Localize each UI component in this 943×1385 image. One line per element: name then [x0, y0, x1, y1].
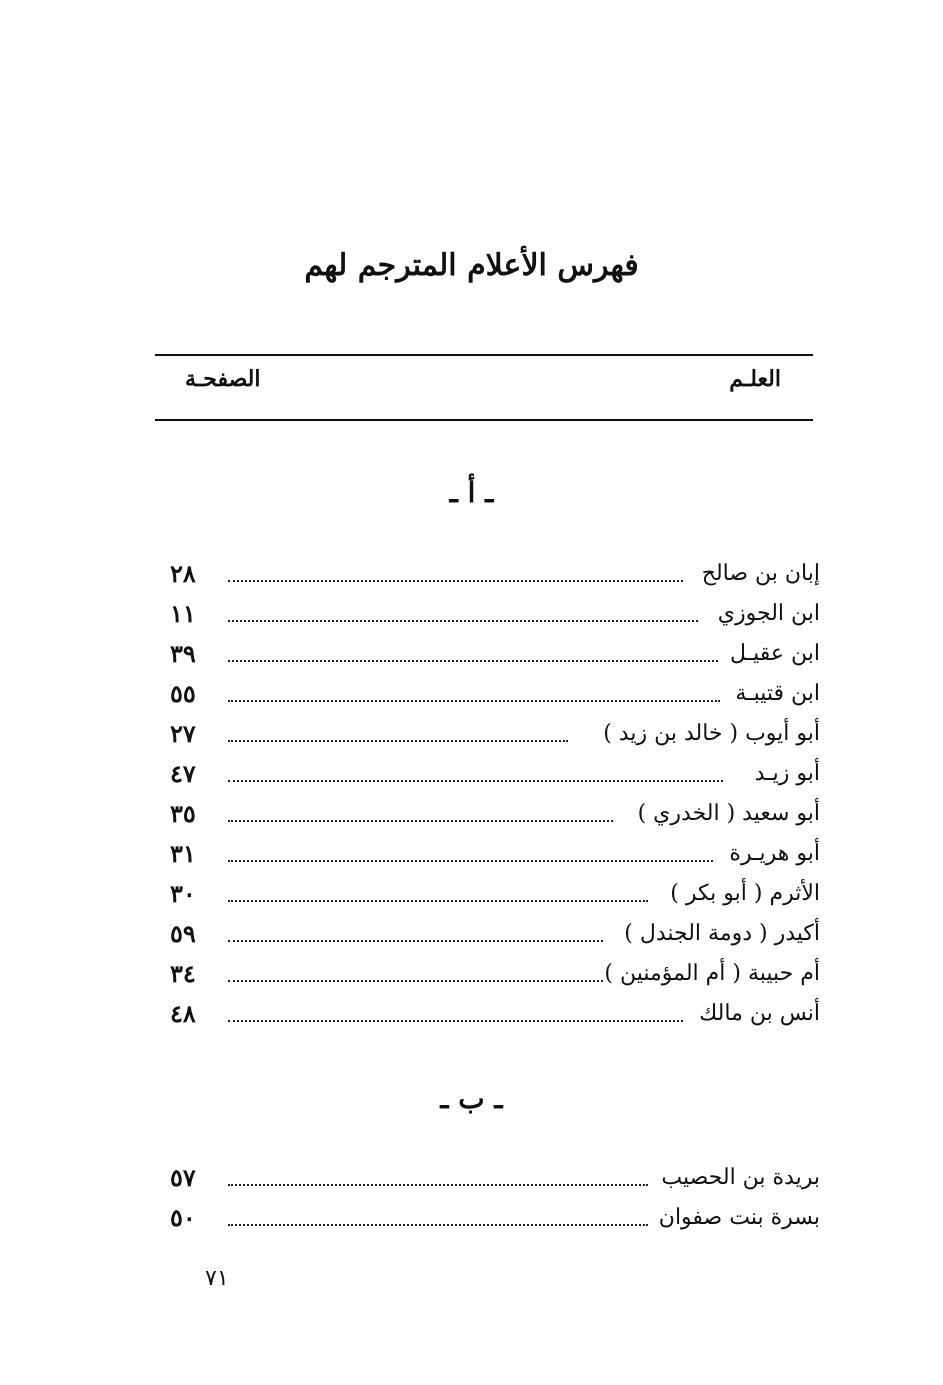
- page-title: فهرس الأعلام المترجم لهم: [304, 248, 639, 283]
- entry-page: ٤٨: [170, 999, 196, 1028]
- index-entry: [170, 996, 820, 1032]
- entry-name: الأثرم ( أبو بكر ): [670, 881, 820, 906]
- index-entry: [170, 556, 820, 592]
- index-entry: [170, 756, 820, 792]
- entry-page: ٣١: [170, 839, 196, 868]
- dot-leader: [228, 700, 720, 702]
- section-letter-alif: ـ أ ـ: [449, 476, 494, 509]
- entry-page: ٢٨: [170, 559, 196, 588]
- index-entry: [170, 1160, 820, 1196]
- dot-leader: [228, 1184, 648, 1186]
- entry-page: ٣٤: [170, 959, 196, 988]
- index-entry: [170, 716, 820, 752]
- entry-page: ٥٧: [170, 1163, 196, 1192]
- dot-leader: [228, 740, 568, 742]
- dot-leader: [228, 820, 613, 822]
- entry-name: أنس بن مالك: [699, 1001, 820, 1026]
- index-entry: [170, 636, 820, 672]
- entry-name: أبو هريـرة: [729, 841, 820, 866]
- index-entry: [170, 876, 820, 912]
- header-bottom-rule: [155, 419, 813, 421]
- entry-page: ٤٧: [170, 759, 196, 788]
- entry-name: أبو أيوب ( خالد بن زيد ): [603, 721, 820, 746]
- index-entry: [170, 596, 820, 632]
- entry-name: أبو سعيد ( الخدري ): [637, 801, 820, 826]
- entry-page: ٥٩: [170, 919, 196, 948]
- entry-page: ١١: [170, 599, 196, 628]
- header-page-label: الصفحـة: [185, 366, 261, 392]
- dot-leader: [228, 940, 603, 942]
- dot-leader: [228, 1224, 648, 1226]
- entry-name: ابن قتيبـة: [735, 681, 820, 706]
- index-entry: [170, 796, 820, 832]
- dot-leader: [228, 980, 603, 982]
- page-number: ٧١: [205, 1266, 229, 1291]
- dot-leader: [228, 860, 713, 862]
- header-name-label: العلـم: [729, 366, 781, 392]
- entry-page: ٢٧: [170, 719, 196, 748]
- index-entry: [170, 836, 820, 872]
- index-entry: [170, 1200, 820, 1236]
- entry-name: بسرة بنت صفوان: [658, 1205, 820, 1230]
- dot-leader: [228, 620, 698, 622]
- index-entry: [170, 956, 820, 992]
- index-entry: [170, 916, 820, 952]
- entry-name: ابن عقيـل: [730, 641, 820, 666]
- dot-leader: [228, 780, 723, 782]
- entry-name: أبو زيـد: [754, 761, 820, 786]
- index-entry: [170, 676, 820, 712]
- entry-page: ٥٥: [170, 679, 196, 708]
- entry-page: ٥٠: [170, 1203, 196, 1232]
- entry-page: ٣٩: [170, 639, 196, 668]
- entry-page: ٣٠: [170, 879, 196, 908]
- dot-leader: [228, 900, 648, 902]
- header-top-rule: [155, 354, 813, 356]
- entry-name: ابن الجوزي: [717, 601, 820, 626]
- section-letter-ba: ـ ب ـ: [440, 1082, 503, 1115]
- dot-leader: [228, 660, 718, 662]
- dot-leader: [228, 580, 683, 582]
- entry-name: إبان بن صالح: [701, 561, 820, 586]
- entry-page: ٣٥: [170, 799, 196, 828]
- entry-name: بريدة بن الحصيب: [661, 1165, 820, 1190]
- dot-leader: [228, 1020, 683, 1022]
- entry-name: أم حبيبة ( أم المؤمنين ): [604, 961, 820, 986]
- entry-name: أكيدر ( دومة الجندل ): [624, 921, 820, 946]
